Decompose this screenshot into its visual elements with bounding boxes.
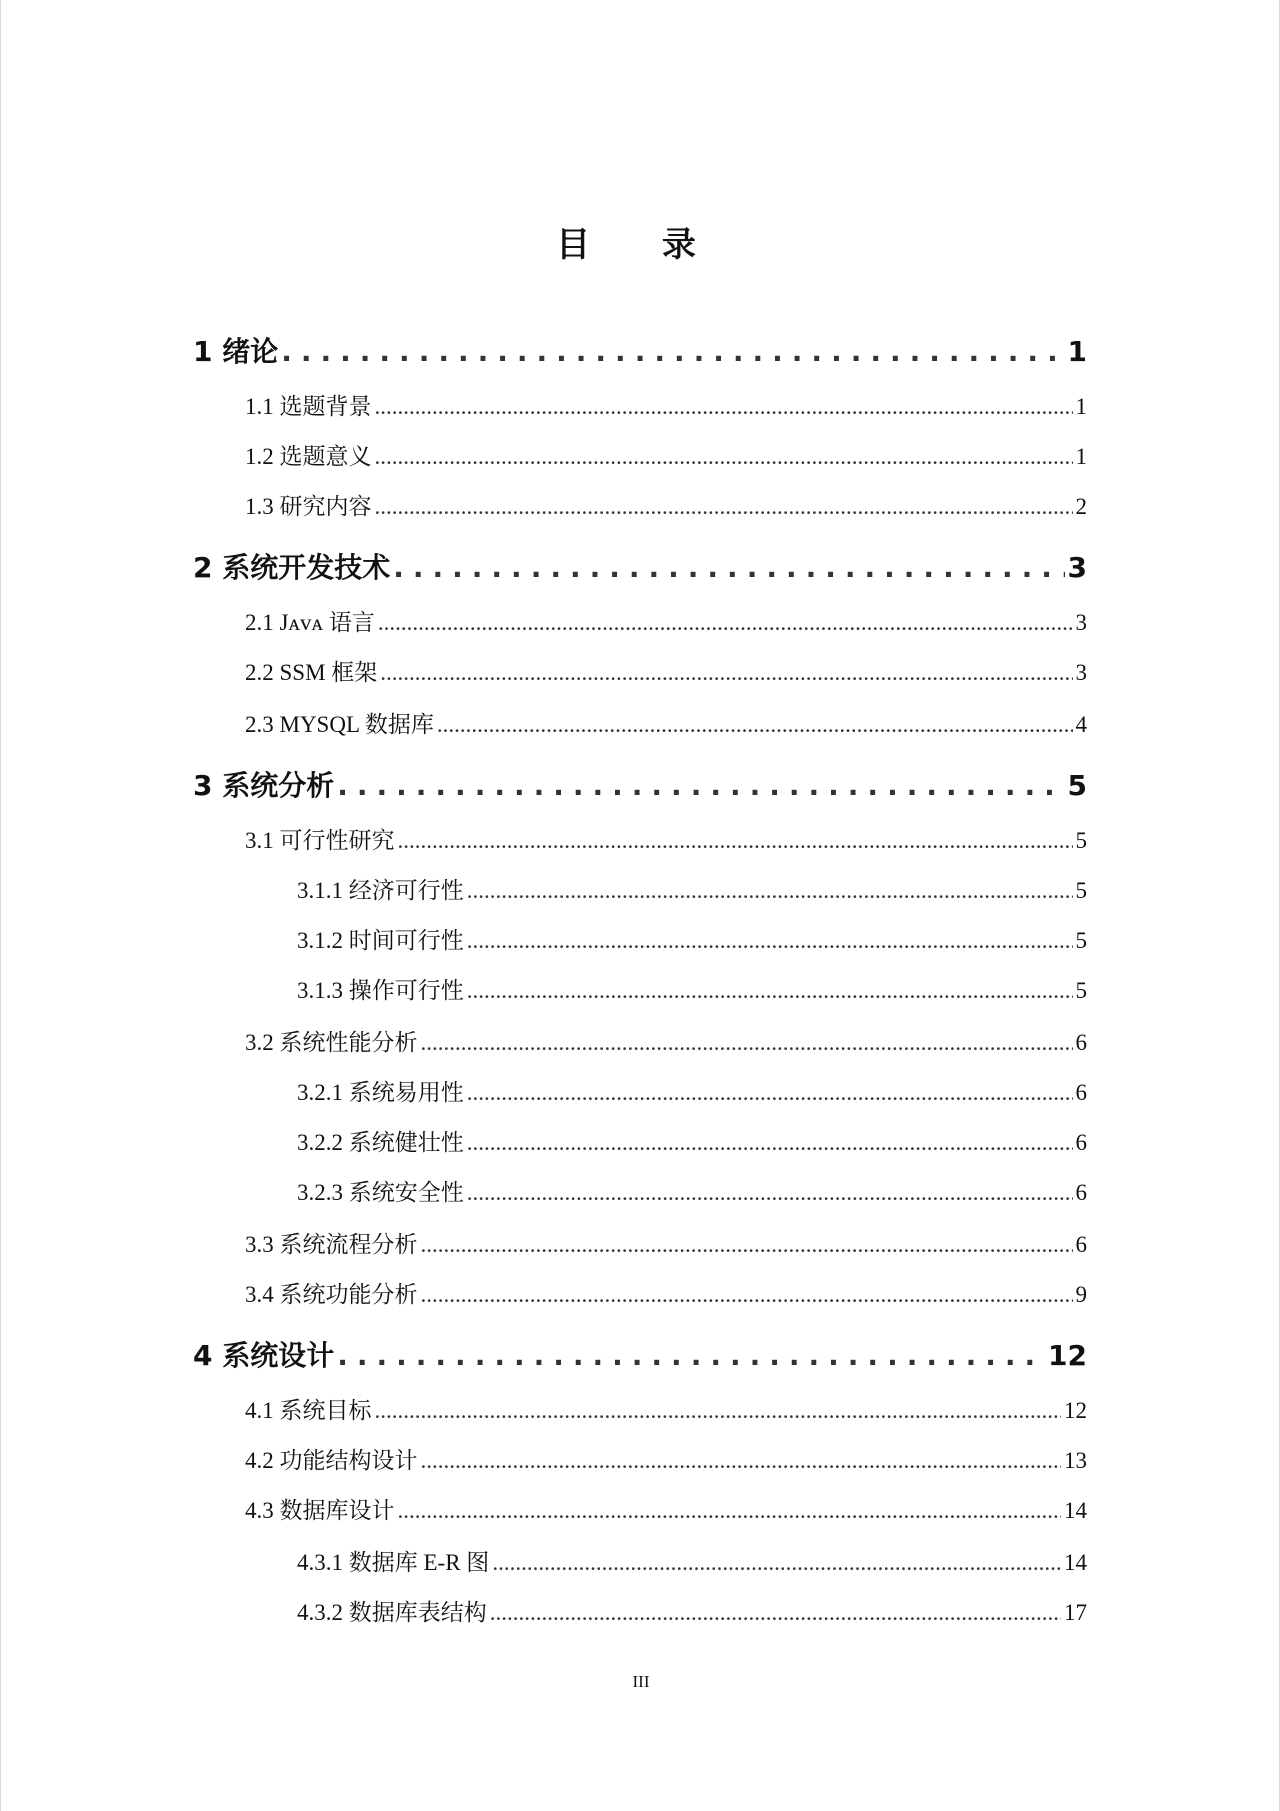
- toc-entry-label: 3.1.3 操作可行性: [297, 978, 464, 1003]
- toc-entry-page: 6: [1075, 1080, 1087, 1105]
- toc-entry-label: 4.3.1 数据库 E-R 图: [297, 1550, 490, 1575]
- toc-entry-label: 1.3 研究内容: [245, 494, 372, 519]
- toc-entry-page: 17: [1064, 1600, 1087, 1625]
- toc-entry-page: 12: [1048, 1339, 1087, 1372]
- toc-entry: [297, 972, 1087, 1006]
- dot-leader: [398, 1498, 1062, 1524]
- toc-entry-label: 3.2.2 系统健壮性: [297, 1130, 464, 1155]
- toc-entry-page: 14: [1064, 1498, 1087, 1523]
- toc-entry: [245, 1276, 1087, 1310]
- toc-entry: [245, 1442, 1087, 1476]
- toc-entry-label: 4.2 功能结构设计: [245, 1448, 418, 1473]
- toc-entry: [297, 922, 1087, 956]
- toc-entry-page: 2: [1075, 494, 1087, 519]
- dot-leader: [281, 335, 1064, 368]
- toc-entry: [297, 1074, 1087, 1108]
- toc-entry-page: 1: [1075, 444, 1087, 469]
- dot-leader: [375, 394, 1073, 420]
- toc-entry-page: 3: [1075, 660, 1087, 685]
- dot-leader: [393, 551, 1064, 584]
- toc-entry-label: 2.3 MYSQL 数据库: [245, 712, 434, 737]
- toc-entry-page: 5: [1075, 928, 1087, 953]
- toc-entry: [193, 764, 1087, 804]
- toc-entry-label: 2.2 SSM 框架: [245, 660, 378, 685]
- toc-entry-label: 4.3.2 数据库表结构: [297, 1600, 487, 1625]
- dot-leader: [337, 1339, 1045, 1372]
- toc-entry-label: 4 系统设计: [193, 1339, 335, 1372]
- toc-entry: [245, 1492, 1087, 1526]
- dot-leader: [467, 1080, 1073, 1106]
- dot-leader: [492, 1550, 1061, 1576]
- dot-leader: [421, 1030, 1073, 1056]
- toc-entry: [297, 1544, 1087, 1578]
- toc-entry: [297, 1594, 1087, 1628]
- toc-entry-label: 1.1 选题背景: [245, 394, 372, 419]
- toc-entry-page: 1: [1067, 335, 1087, 368]
- dot-leader: [467, 1180, 1073, 1206]
- toc-entry: [245, 604, 1087, 638]
- toc-entry: [245, 388, 1087, 422]
- toc-entry-page: 6: [1075, 1130, 1087, 1155]
- toc-entry: [193, 330, 1087, 370]
- toc-entry-label: 2 系统开发技术: [193, 551, 391, 584]
- dot-leader: [378, 610, 1073, 636]
- toc-entry-label: 3.1 可行性研究: [245, 828, 395, 853]
- toc-entry-page: 5: [1075, 878, 1087, 903]
- toc-entry-page: 9: [1075, 1282, 1087, 1307]
- toc-entry: [193, 1334, 1087, 1374]
- toc-entry: [245, 1392, 1087, 1426]
- toc-entry-label: 3.2 系统性能分析: [245, 1030, 418, 1055]
- toc-entry: [297, 872, 1087, 906]
- toc-entry-page: 6: [1075, 1180, 1087, 1205]
- toc-entry-page: 5: [1075, 828, 1087, 853]
- dot-leader: [467, 978, 1073, 1004]
- toc-entry-label: 3.2.1 系统易用性: [297, 1080, 464, 1105]
- toc-entry-label: 3 系统分析: [193, 769, 335, 802]
- dot-leader: [437, 712, 1073, 738]
- dot-leader: [421, 1282, 1073, 1308]
- toc-entry-page: 3: [1067, 551, 1087, 584]
- dot-leader: [380, 660, 1072, 686]
- dot-leader: [421, 1448, 1062, 1474]
- toc-entry-label: 3.4 系统功能分析: [245, 1282, 418, 1307]
- dot-leader: [375, 1398, 1062, 1424]
- toc-entry-page: 5: [1067, 769, 1087, 802]
- toc-entry-label: 4.3 数据库设计: [245, 1498, 395, 1523]
- toc-entry-page: 6: [1075, 1030, 1087, 1055]
- dot-leader: [398, 828, 1073, 854]
- toc-entry-page: 14: [1064, 1550, 1087, 1575]
- toc-entry-label: 2.1 Jᴀᴠᴀ 语言: [245, 610, 375, 635]
- toc-entry-label: 1 绪论: [193, 335, 279, 368]
- toc-entry-label: 1.2 选题意义: [245, 444, 372, 469]
- toc-entry: [245, 438, 1087, 472]
- toc-entry-page: 4: [1075, 712, 1087, 737]
- toc-entry-label: 3.2.3 系统安全性: [297, 1180, 464, 1205]
- toc-entry: [245, 822, 1087, 856]
- toc-entry-page: 6: [1075, 1232, 1087, 1257]
- dot-leader: [490, 1600, 1061, 1626]
- toc-entry-label: 3.1.2 时间可行性: [297, 928, 464, 953]
- toc-entry-page: 5: [1075, 978, 1087, 1003]
- dot-leader: [421, 1232, 1073, 1258]
- toc-entry: [245, 1024, 1087, 1058]
- toc-entry: [245, 1226, 1087, 1260]
- toc-entry: [193, 546, 1087, 586]
- toc-entry-page: 13: [1064, 1448, 1087, 1473]
- dot-leader: [375, 494, 1073, 520]
- dot-leader: [375, 444, 1073, 470]
- toc-entry-page: 3: [1075, 610, 1087, 635]
- toc-entry-page: 12: [1064, 1398, 1087, 1423]
- toc-entry: [245, 706, 1087, 740]
- toc-entry-label: 4.1 系统目标: [245, 1398, 372, 1423]
- toc-entry-label: 3.3 系统流程分析: [245, 1232, 418, 1257]
- toc-entry-page: 1: [1075, 394, 1087, 419]
- page-number-footer: III: [632, 1672, 650, 1691]
- dot-leader: [337, 769, 1064, 802]
- toc-entry: [297, 1124, 1087, 1158]
- toc-entry-label: 3.1.1 经济可行性: [297, 878, 464, 903]
- toc-entry: [297, 1174, 1087, 1208]
- toc-entry: [245, 654, 1087, 688]
- dot-leader: [467, 928, 1073, 954]
- dot-leader: [467, 1130, 1073, 1156]
- toc-title: 目 录: [556, 225, 726, 265]
- toc-entry: [245, 488, 1087, 522]
- dot-leader: [467, 878, 1073, 904]
